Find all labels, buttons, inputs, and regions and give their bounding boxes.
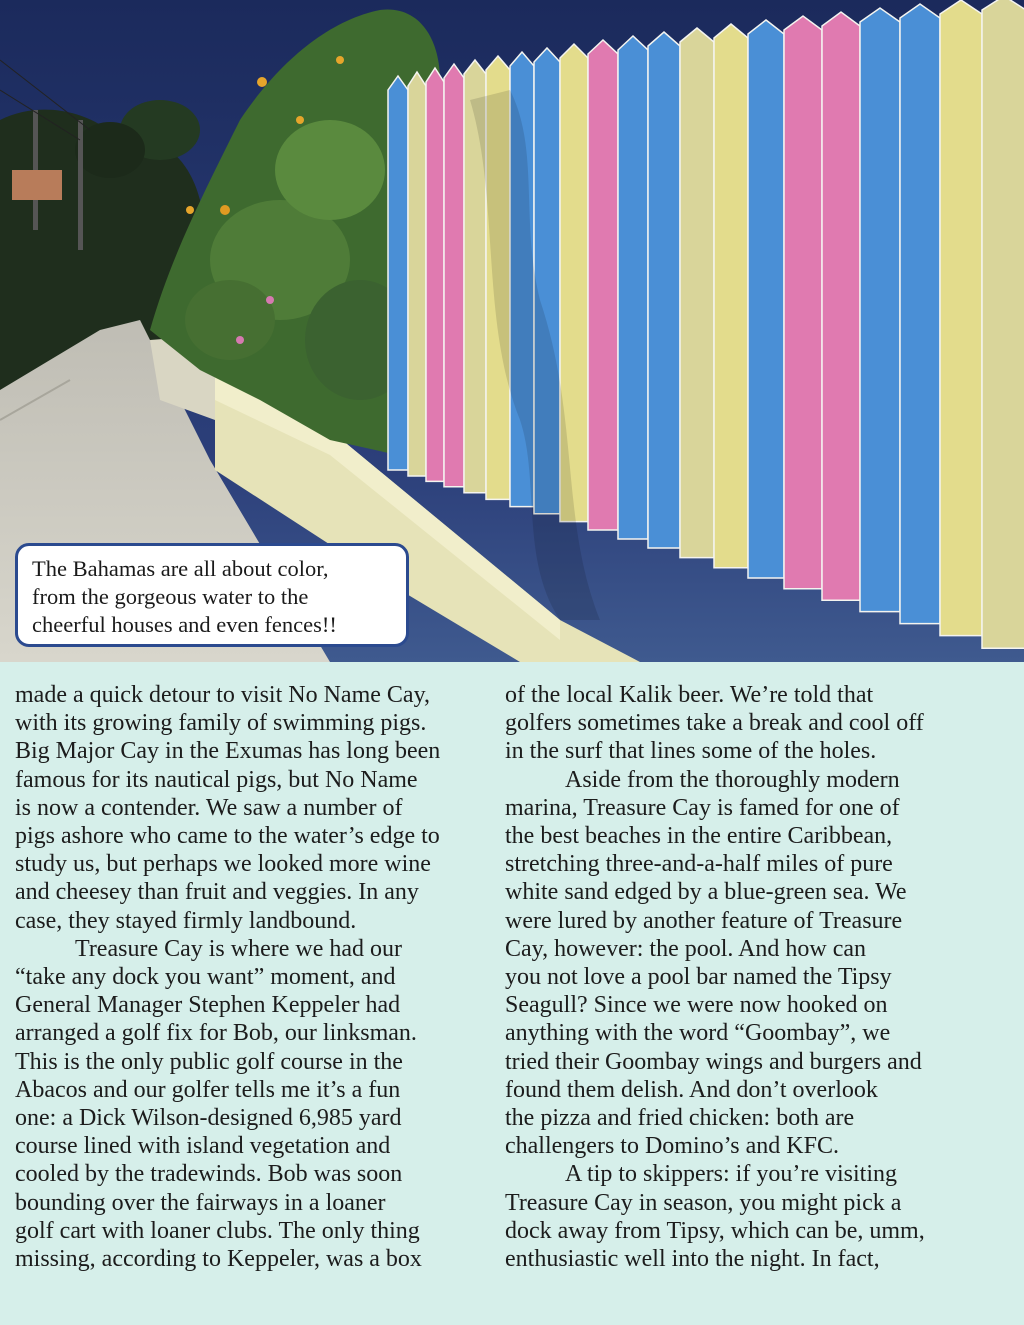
article-line: the pizza and fried chicken: both are: [505, 1105, 855, 1132]
article-line: the best beaches in the entire Caribbean,: [505, 823, 893, 850]
article-line: is now a contender. We saw a number of: [15, 794, 403, 821]
article-line: found them delish. And don’t overlook: [505, 1076, 878, 1103]
article-line: challengers to Domino’s and KFC.: [505, 1133, 839, 1160]
article-line: cooled by the tradewinds. Bob was soon: [15, 1161, 403, 1188]
article-line: stretching three-and-a-half miles of pure: [505, 851, 893, 878]
article-line: enthusiastic well into the night. In fact,: [505, 1246, 880, 1273]
article-line: one: a Dick Wilson-designed 6,985 yard: [15, 1105, 402, 1132]
fence-picket: [426, 68, 444, 481]
article-line: dock away from Tipsy, which can be, umm,: [505, 1217, 925, 1244]
fence-picket: [982, 0, 1024, 648]
article-line: Treasure Cay is where we had our: [75, 935, 403, 962]
article-line: missing, according to Keppeler, was a box: [15, 1246, 422, 1273]
article-line: bounding over the fairways in a loaner: [15, 1189, 386, 1216]
fence-picket: [748, 20, 784, 578]
article-line: golf cart with loaner clubs. The only thing: [15, 1217, 420, 1244]
fence-picket: [822, 12, 860, 600]
fence-picket: [408, 72, 426, 476]
article-line: with its growing family of swimming pigs.: [15, 710, 427, 737]
fence-picket: [388, 76, 408, 470]
article-line: course lined with island vegetation and: [15, 1133, 391, 1160]
article-line: marina, Treasure Cay is famed for one of: [505, 794, 900, 821]
fence-picket: [860, 8, 900, 612]
article-line: Seagull? Since we were now hooked on: [505, 992, 888, 1019]
caption-line: The Bahamas are all about color,: [32, 556, 329, 581]
article-column-right: [505, 681, 1005, 1273]
photo-caption: [15, 543, 409, 647]
article-line: Cay, however: the pool. And how can: [505, 935, 867, 962]
article-line: Treasure Cay in season, you might pick a: [505, 1189, 902, 1216]
fence-picket: [680, 28, 714, 558]
article-line: This is the only public golf course in the: [15, 1048, 403, 1075]
article-line: study us, but perhaps we looked more wine: [15, 851, 431, 878]
article-line: case, they stayed firmly landbound.: [15, 907, 357, 934]
article-line: anything with the word “Goombay”, we: [505, 1020, 891, 1047]
caption-line: cheerful houses and even fences!!: [32, 612, 337, 637]
article-line: you not love a pool bar named the Tipsy: [505, 964, 892, 991]
fence-picket: [714, 24, 748, 568]
article-line: golfers sometimes take a break and cool off: [505, 710, 924, 737]
article-line: General Manager Stephen Keppeler had: [15, 992, 401, 1019]
article-line: in the surf that lines some of the holes.: [505, 738, 877, 765]
article-line: tried their Goombay wings and burgers and: [505, 1048, 922, 1075]
article-line: arranged a golf fix for Bob, our linksman.: [15, 1020, 417, 1047]
article-line: of the local Kalik beer. We’re told that: [505, 682, 874, 708]
fence-picket: [900, 4, 940, 624]
article-line: and cheesey than fruit and veggies. In any: [15, 879, 419, 906]
article-line: were lured by another feature of Treasure: [505, 907, 903, 934]
fence-picket: [784, 16, 822, 589]
fence-picket: [618, 36, 648, 539]
caption-line: from the gorgeous water to the: [32, 584, 309, 609]
article-line: Abacos and our golfer tells me it’s a fun: [15, 1076, 401, 1103]
article-line: “take any dock you want” moment, and: [15, 964, 396, 991]
article-line: A tip to skippers: if you’re visiting: [565, 1161, 897, 1188]
fence-picket: [648, 32, 680, 548]
article-line: pigs ashore who came to the water’s edge to: [15, 823, 440, 850]
article-line: famous for its nautical pigs, but No Name: [15, 766, 418, 793]
article-column-left: [15, 681, 485, 1273]
article-line: Aside from the thoroughly modern: [565, 766, 900, 793]
fence-picket: [588, 40, 618, 530]
article-line: white sand edged by a blue-green sea. We: [505, 879, 907, 906]
article-line: made a quick detour to visit No Name Cay,: [15, 682, 431, 708]
fence-picket: [940, 0, 982, 636]
article-line: Big Major Cay in the Exumas has long been: [15, 738, 441, 765]
fence-picket: [444, 64, 464, 487]
